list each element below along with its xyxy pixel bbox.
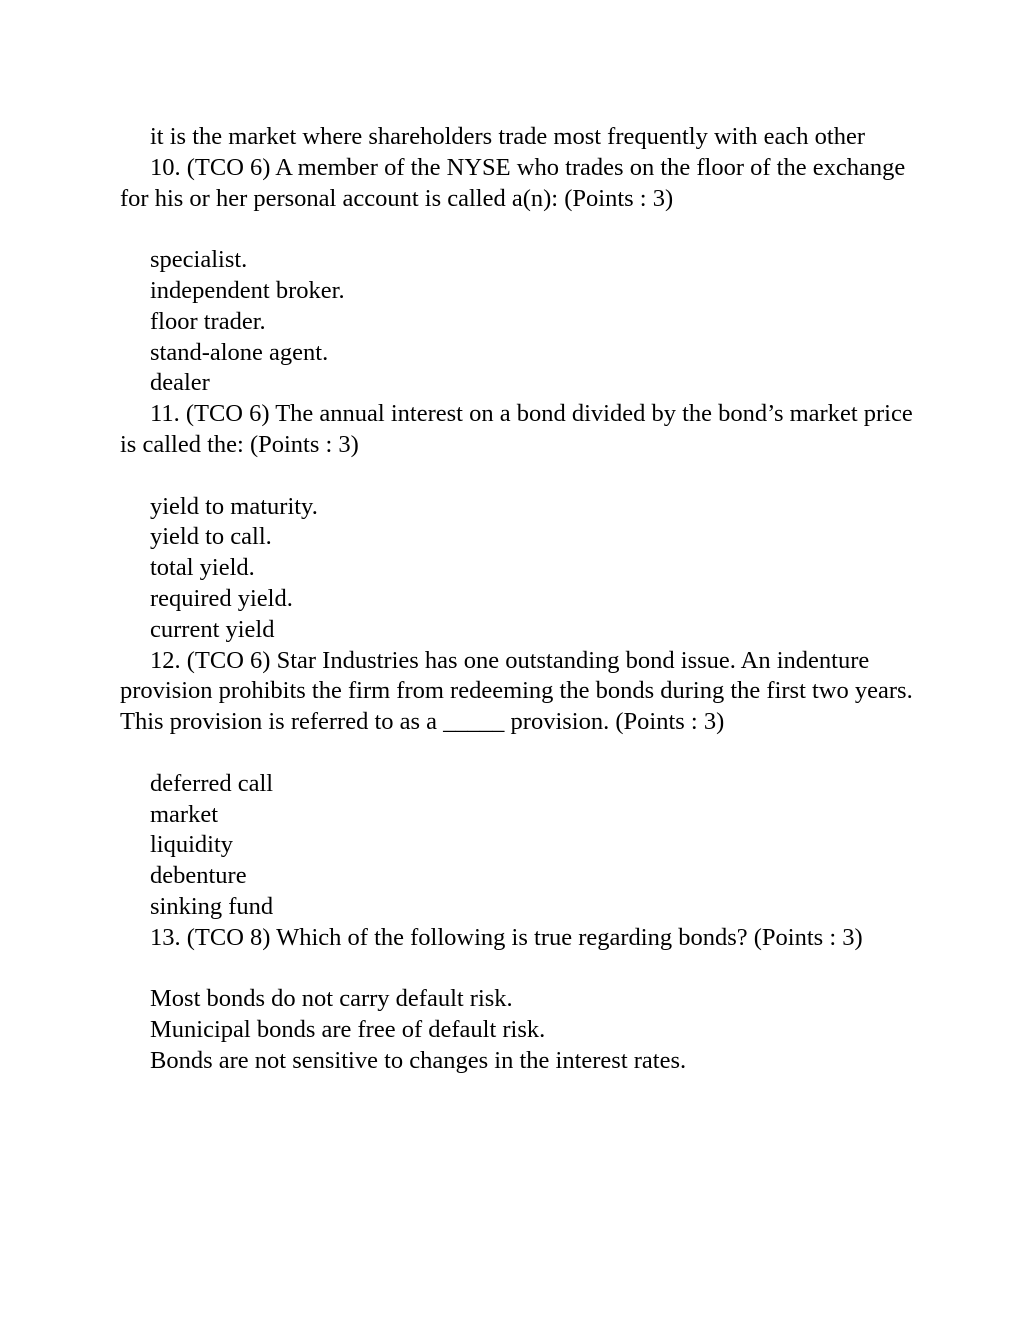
q13-option-2: Municipal bonds are free of default risk. — [150, 1016, 546, 1044]
q12-option-3: liquidity — [150, 831, 234, 859]
q10-option-1: specialist. — [150, 246, 248, 274]
question-13: 13. (TCO 8) Which of the following is true regarding bonds? (Points : 3) — [150, 923, 863, 951]
q11-option-3: total yield. — [150, 554, 255, 582]
question-12: 12. (TCO 6) Star Industries has one outstanding bond issue. An indenture provision prohibits the firm from redeeming the bonds during the first two years. This provision is referred to as a _____ provision. (Points : 3) — [120, 646, 913, 736]
question-11: 11. (TCO 6) The annual interest on a bond divided by the bond’s market price is called the: (Points : 3) — [120, 400, 913, 458]
q10-option-4: stand-alone agent. — [150, 338, 329, 366]
question-10: 10. (TCO 6) A member of the NYSE who trades on the floor of the exchange for his or her personal account is called a(n): (Points : 3) — [120, 153, 906, 212]
q13-option-1: Most bonds do not carry default risk. — [150, 985, 513, 1013]
continuation-answer: it is the market where shareholders trade most frequently with each other — [150, 123, 866, 150]
q12-option-4: debenture — [150, 862, 247, 890]
q10-option-2: independent broker. — [150, 276, 345, 304]
q13-option-3: Bonds are not sensitive to changes in the interest rates. — [150, 1046, 687, 1074]
q12-option-1: deferred call — [150, 769, 274, 797]
q11-option-5: current yield — [150, 615, 275, 643]
q11-option-2: yield to call. — [150, 523, 272, 551]
q11-option-1: yield to maturity. — [150, 492, 318, 520]
q11-option-4: required yield. — [150, 584, 293, 612]
q10-option-5: dealer — [150, 369, 210, 397]
q12-option-5: sinking fund — [150, 892, 274, 920]
q10-option-3: floor trader. — [150, 307, 266, 335]
q12-option-2: market — [150, 800, 219, 828]
document-page — [120, 122, 920, 1077]
